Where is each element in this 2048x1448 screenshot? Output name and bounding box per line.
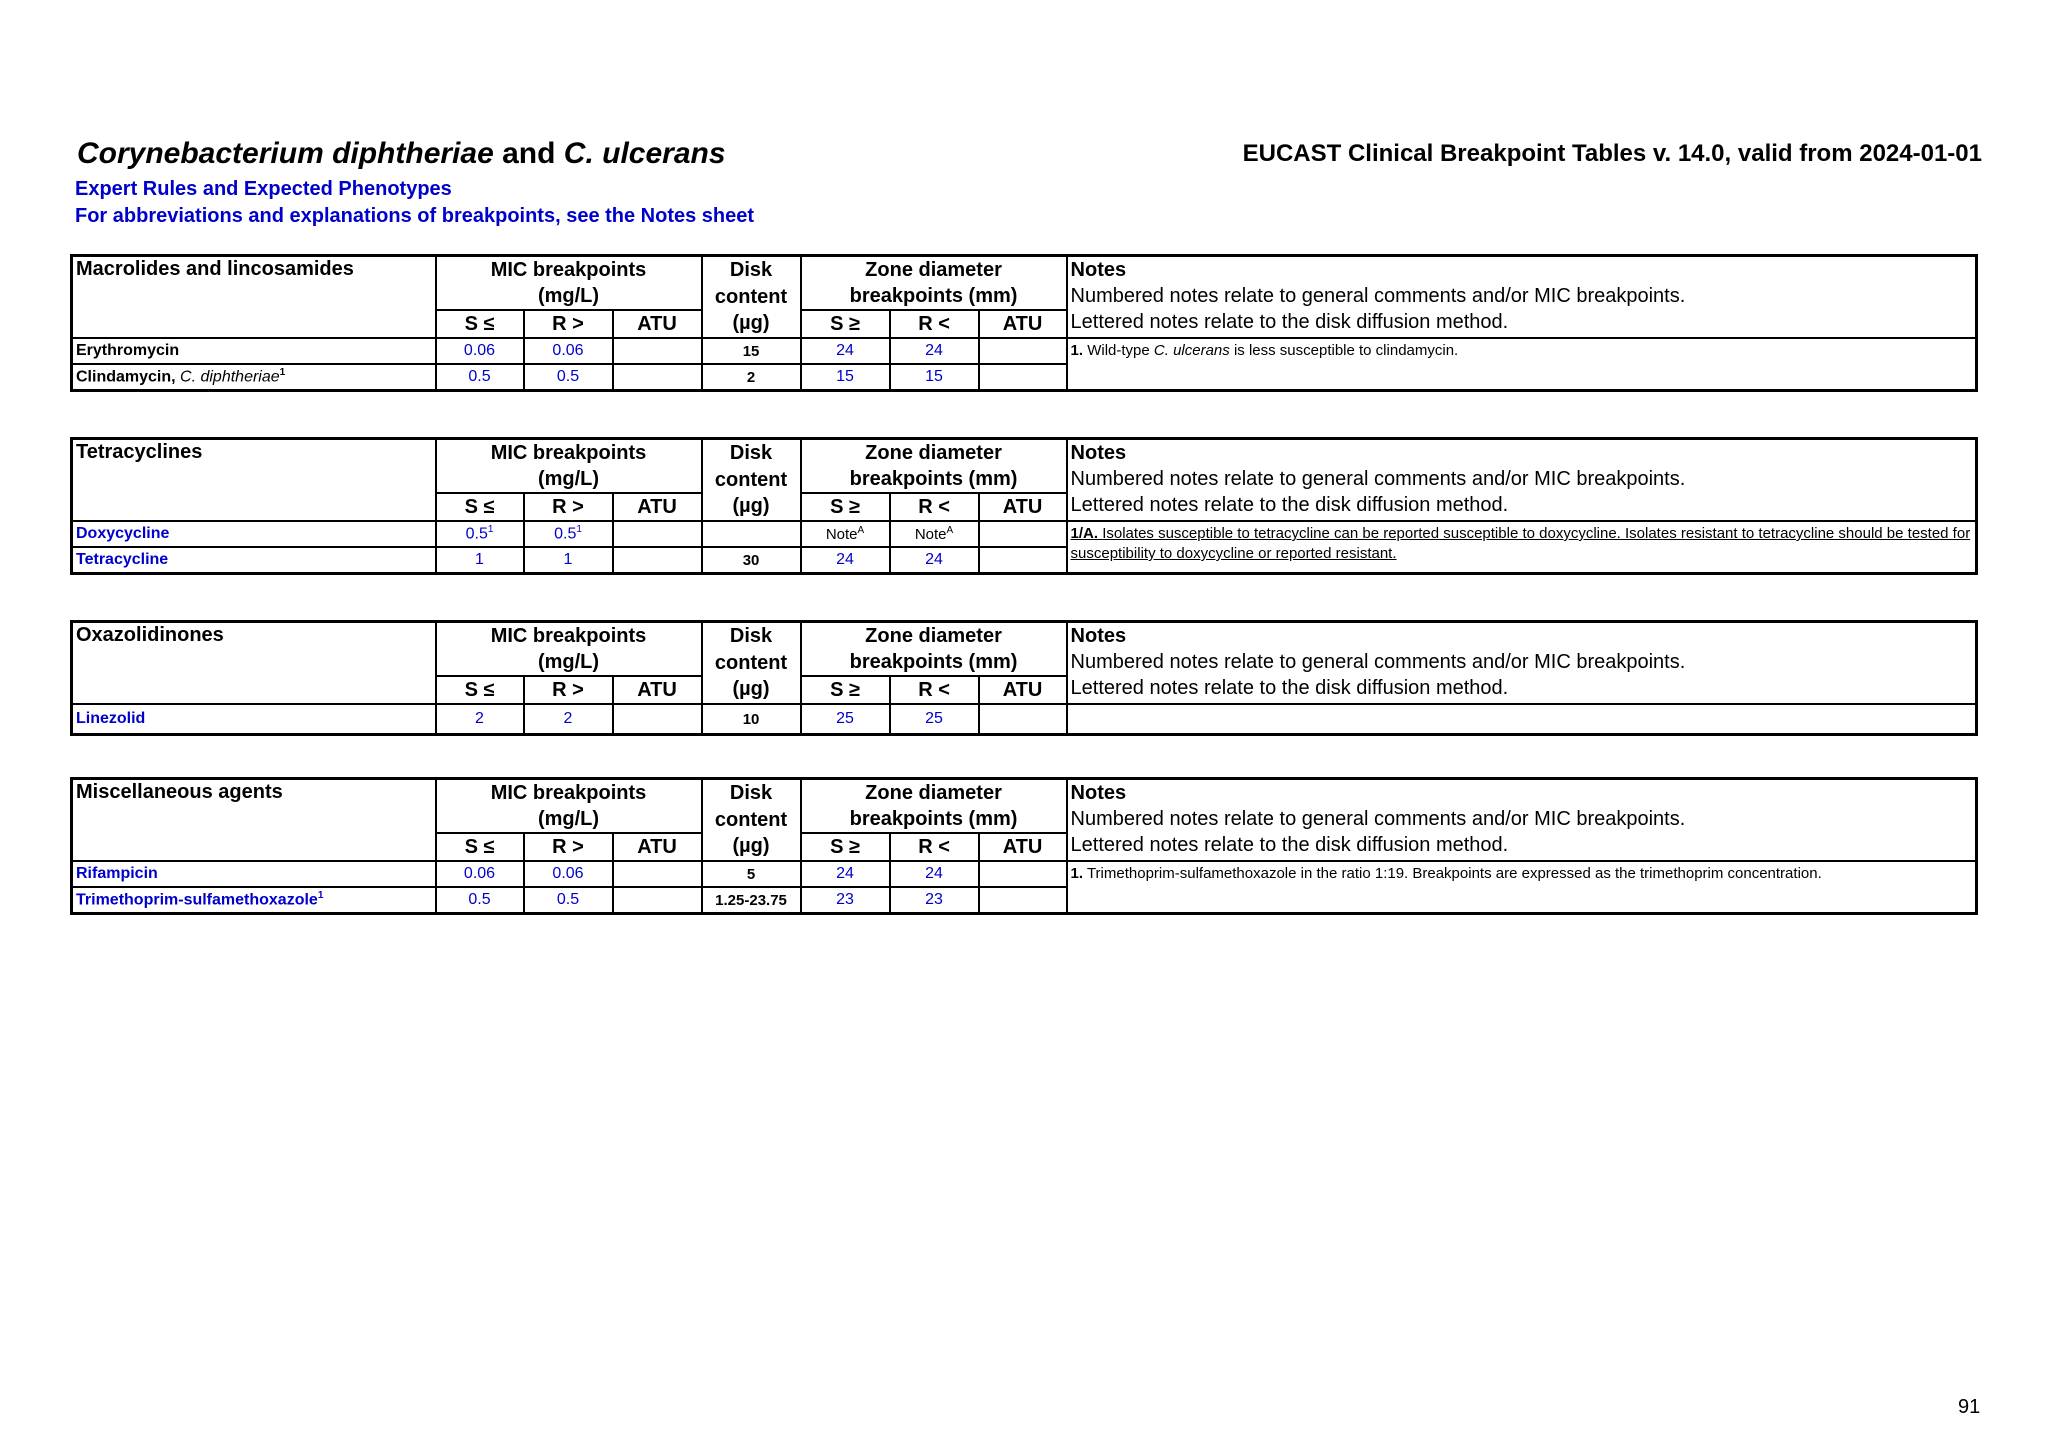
- disk-header: Disk: [702, 439, 801, 467]
- col-disk-unit: (µg): [702, 833, 801, 861]
- mic-r: 0.5: [524, 364, 613, 391]
- zone-s: 15: [801, 364, 890, 391]
- col-disk-unit: (µg): [702, 310, 801, 338]
- col-zone-s: S ≥: [801, 676, 890, 704]
- disk-header: Disk: [702, 779, 801, 807]
- agent-link[interactable]: Doxycycline: [72, 521, 436, 547]
- agent-name: Clindamycin, C. diphtheriae$^1$: [72, 364, 436, 391]
- macrolides-table: [70, 254, 1978, 392]
- zone-s: 24: [801, 547, 890, 574]
- agent-link[interactable]: Linezolid: [72, 704, 436, 735]
- col-disk-unit: (µg): [702, 676, 801, 704]
- mic-atu: [613, 338, 702, 364]
- mic-units: (mg/L): [436, 283, 702, 310]
- mic-atu: [613, 861, 702, 887]
- table-row: [72, 521, 1977, 547]
- zone-atu: [979, 338, 1067, 364]
- col-zone-atu: ATU: [979, 493, 1067, 521]
- page-number: 91: [1958, 1396, 1981, 1418]
- mic-header: MIC breakpoints: [436, 622, 702, 650]
- col-zone-atu: ATU: [979, 310, 1067, 338]
- note-cell: 1. Wild-type C. ulcerans is less susceptible to clindamycin.: [1067, 338, 1977, 391]
- col-atu: ATU: [613, 310, 702, 338]
- mic-units: (mg/L): [436, 466, 702, 493]
- col-zone-r: R <: [890, 833, 979, 861]
- col-r: R >: [524, 676, 613, 704]
- zone-atu: [979, 887, 1067, 914]
- eucast-version-title: EUCAST Clinical Breakpoint Tables v. 14.0, valid from 2024-01-01: [1242, 140, 1982, 167]
- zone-atu: [979, 547, 1067, 574]
- col-zone-s: S ≥: [801, 310, 890, 338]
- disk-content: 10: [702, 704, 801, 735]
- col-s: S ≤: [436, 833, 524, 861]
- col-zone-atu: ATU: [979, 833, 1067, 861]
- zone-r: Note$^A$: [890, 521, 979, 547]
- zone-header: Zone diameter: [801, 622, 1067, 650]
- col-s: S ≤: [436, 310, 524, 338]
- oxazolidinones-table: [70, 620, 1978, 736]
- zone-r: 15: [890, 364, 979, 391]
- col-s: S ≤: [436, 493, 524, 521]
- zone-atu: [979, 521, 1067, 547]
- mic-r: 1: [524, 547, 613, 574]
- title-species-1: Corynebacterium diphtheriae: [77, 137, 494, 170]
- disk-content: 1.25-23.75: [702, 887, 801, 914]
- mic-s: 0.5: [436, 364, 524, 391]
- zone-header: Zone diameter: [801, 256, 1067, 284]
- group-title: Tetracyclines: [72, 439, 436, 522]
- disk-header: Disk: [702, 622, 801, 650]
- agent-name: Erythromycin: [72, 338, 436, 364]
- mic-header: MIC breakpoints: [436, 439, 702, 467]
- zone-header: Zone diameter: [801, 779, 1067, 807]
- disk-content-label: content: [702, 649, 801, 676]
- notes-header: Notes Numbered notes relate to general comments and/or MIC breakpoints. Lettered notes relate to the disk diffusion method.: [1067, 622, 1977, 705]
- disk-header: Disk: [702, 256, 801, 284]
- notes-header: Notes Numbered notes relate to general comments and/or MIC breakpoints. Lettered notes relate to the disk diffusion method.: [1067, 439, 1977, 522]
- mic-s: 1: [436, 547, 524, 574]
- mic-s: 0.06: [436, 861, 524, 887]
- mic-units: (mg/L): [436, 649, 702, 676]
- col-disk-unit: (µg): [702, 493, 801, 521]
- mic-r: 2: [524, 704, 613, 735]
- col-zone-r: R <: [890, 493, 979, 521]
- disk-content: 2: [702, 364, 801, 391]
- zone-header: Zone diameter: [801, 439, 1067, 467]
- mic-r: 0.5: [524, 887, 613, 914]
- mic-header: MIC breakpoints: [436, 779, 702, 807]
- col-r: R >: [524, 310, 613, 338]
- mic-units: (mg/L): [436, 806, 702, 833]
- zone-s: Note$^A$: [801, 521, 890, 547]
- expert-rules-link[interactable]: Expert Rules and Expected Phenotypes: [75, 178, 452, 200]
- title-species-2: C. ulcerans: [563, 137, 726, 170]
- misc-agents-table: [70, 777, 1978, 915]
- col-zone-r: R <: [890, 676, 979, 704]
- col-atu: ATU: [613, 493, 702, 521]
- group-title: Miscellaneous agents: [72, 779, 436, 862]
- zone-r: 23: [890, 887, 979, 914]
- mic-s: 0.5: [436, 887, 524, 914]
- col-s: S ≤: [436, 676, 524, 704]
- note-cell: [1067, 704, 1977, 735]
- group-title: Oxazolidinones: [72, 622, 436, 705]
- zone-s: 25: [801, 704, 890, 735]
- page-title: [77, 137, 726, 171]
- mic-s: 2: [436, 704, 524, 735]
- zone-atu: [979, 364, 1067, 391]
- col-atu: ATU: [613, 833, 702, 861]
- mic-atu: [613, 887, 702, 914]
- zone-s: 23: [801, 887, 890, 914]
- agent-link[interactable]: Rifampicin: [72, 861, 436, 887]
- mic-r: 0.06: [524, 338, 613, 364]
- mic-atu: [613, 364, 702, 391]
- disk-content-label: content: [702, 806, 801, 833]
- mic-r: $0.5^1$: [524, 521, 613, 547]
- disk-content: 30: [702, 547, 801, 574]
- notes-header: Notes Numbered notes relate to general comments and/or MIC breakpoints. Lettered notes relate to the disk diffusion method.: [1067, 779, 1977, 862]
- table-row: [72, 704, 1977, 735]
- col-zone-s: S ≥: [801, 833, 890, 861]
- disk-content-label: content: [702, 283, 801, 310]
- zone-units: breakpoints (mm): [801, 466, 1067, 493]
- col-r: R >: [524, 493, 613, 521]
- zone-units: breakpoints (mm): [801, 283, 1067, 310]
- mic-atu: [613, 521, 702, 547]
- mic-r: 0.06: [524, 861, 613, 887]
- col-zone-r: R <: [890, 310, 979, 338]
- col-zone-atu: ATU: [979, 676, 1067, 704]
- zone-s: 24: [801, 338, 890, 364]
- note-cell: 1/A. Isolates susceptible to tetracycline can be reported susceptible to doxycycline. Isolates resistant to tetracycline should be tested for susceptibility to doxycycline or reported resistant.: [1067, 521, 1977, 574]
- col-r: R >: [524, 833, 613, 861]
- group-title: Macrolides and lincosamides: [72, 256, 436, 339]
- mic-s: 0.06: [436, 338, 524, 364]
- table-row: [72, 338, 1977, 364]
- title-and: and: [502, 137, 556, 170]
- note-cell: 1. Trimethoprim-sulfamethoxazole in the ratio 1:19. Breakpoints are expressed as the trimethoprim concentration.: [1067, 861, 1977, 914]
- zone-atu: [979, 861, 1067, 887]
- disk-content: 5: [702, 861, 801, 887]
- mic-atu: [613, 704, 702, 735]
- abbreviations-link[interactable]: For abbreviations and explanations of breakpoints, see the Notes sheet: [75, 205, 755, 227]
- mic-header: MIC breakpoints: [436, 256, 702, 284]
- zone-s: 24: [801, 861, 890, 887]
- agent-link[interactable]: Tetracycline: [72, 547, 436, 574]
- zone-units: breakpoints (mm): [801, 649, 1067, 676]
- agent-link[interactable]: Trimethoprim-sulfamethoxazole$^1$: [72, 887, 436, 914]
- col-atu: ATU: [613, 676, 702, 704]
- mic-atu: [613, 547, 702, 574]
- col-zone-s: S ≥: [801, 493, 890, 521]
- zone-atu: [979, 704, 1067, 735]
- disk-content: 15: [702, 338, 801, 364]
- zone-r: 24: [890, 861, 979, 887]
- zone-r: 24: [890, 547, 979, 574]
- zone-units: breakpoints (mm): [801, 806, 1067, 833]
- disk-content-label: content: [702, 466, 801, 493]
- disk-content: [702, 521, 801, 547]
- mic-s: $0.5^1$: [436, 521, 524, 547]
- zone-r: 25: [890, 704, 979, 735]
- tetracyclines-table: [70, 437, 1978, 575]
- table-row: [72, 861, 1977, 887]
- zone-r: 24: [890, 338, 979, 364]
- notes-header: Notes Numbered notes relate to general comments and/or MIC breakpoints. Lettered notes relate to the disk diffusion method.: [1067, 256, 1977, 339]
